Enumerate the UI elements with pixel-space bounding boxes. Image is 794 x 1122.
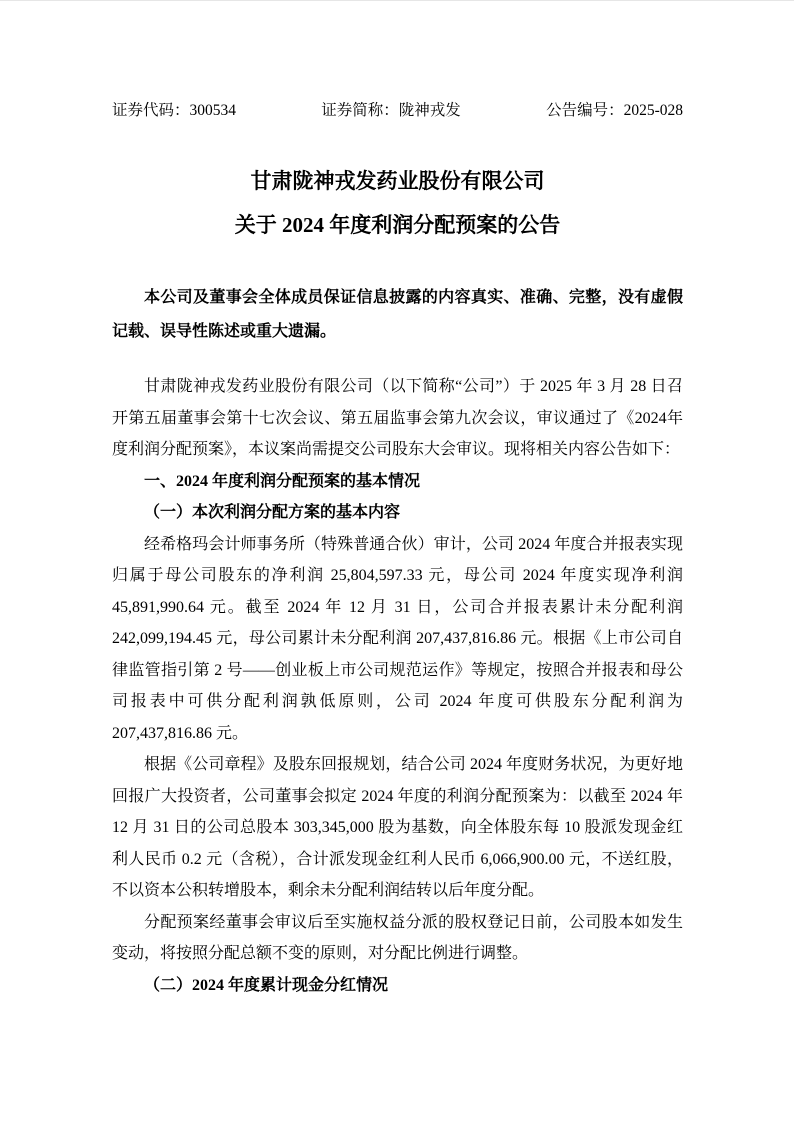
- intro-paragraph: 甘肃陇神戎发药业股份有限公司（以下简称“公司”）于 2025 年 3 月 28 日召开第五届董事会第十七次会议、第五届监事会第九次会议，审议通过了《2024年度利润分配预案》，本议案尚需提交公司股东大会审议。现将相关内容公告如下：: [112, 378, 683, 458]
- adjustment-principle-paragraph: 分配预案经董事会审议后至实施权益分派的股权登记日前，公司股本如发生变动，将按照分配总额不变的原则，对分配比例进行调整。: [112, 913, 683, 962]
- company-name-title: 甘肃陇神戎发药业股份有限公司: [250, 169, 545, 193]
- truthfulness-declaration: 本公司及董事会全体成员保证信息披露的内容真实、准确、完整，没有虚假记载、误导性陈述或重大遗漏。: [112, 289, 683, 340]
- document-header: [112, 100, 683, 121]
- stock-code: 证券代码：300534: [112, 102, 237, 119]
- section-1-heading: 一、2024 年度利润分配预案的基本情况: [144, 472, 421, 490]
- announcement-number: 公告编号：2025-028: [546, 102, 683, 119]
- stock-short-name: 证券简称：陇神戎发: [321, 102, 461, 119]
- section-1-1-heading: （一）本次利润分配方案的基本内容: [144, 504, 401, 521]
- profit-figures-paragraph: 经希格玛会计师事务所（特殊普通合伙）审计，公司 2024 年度合并报表实现归属于母公司股东的净利润 25,804,597.33 元，母公司 2024 年度实现净利润 45,891,990.64 元。截至 2024 年 12 月 31 日，公司合并报表累计未分配利润 242,099,194.45 元，母公司累计未分配利润 207,437,816.86 元。根据《上市公司自律监管指引第 2 号——创业板上市公司规范运作》等规定，按照合并报表和母公司报表中可供分配利润孰低原则，公司 2024 年度可供股东分配利润为 207,437,816.86 元。: [112, 535, 683, 742]
- distribution-plan-paragraph: 根据《公司章程》及股东回报规划，结合公司 2024 年度财务状况，为更好地回报广大投资者，公司董事会拟定 2024 年度的利润分配预案为：以截至 2024 年 12 月 31 日的公司总股本 303,345,000 股为基数，向全体股东每 10 股派发现金红利人民币 0.2 元（含税），合计派发现金红利人民币 6,066,900.00 元，不送红股，不以资本公积转增股本，剩余未分配利润结转以后年度分配。: [112, 756, 683, 899]
- announcement-title: 关于 2024 年度利润分配预案的公告: [234, 213, 561, 237]
- section-1-2-heading: （二）2024 年度累计现金分红情况: [144, 976, 389, 994]
